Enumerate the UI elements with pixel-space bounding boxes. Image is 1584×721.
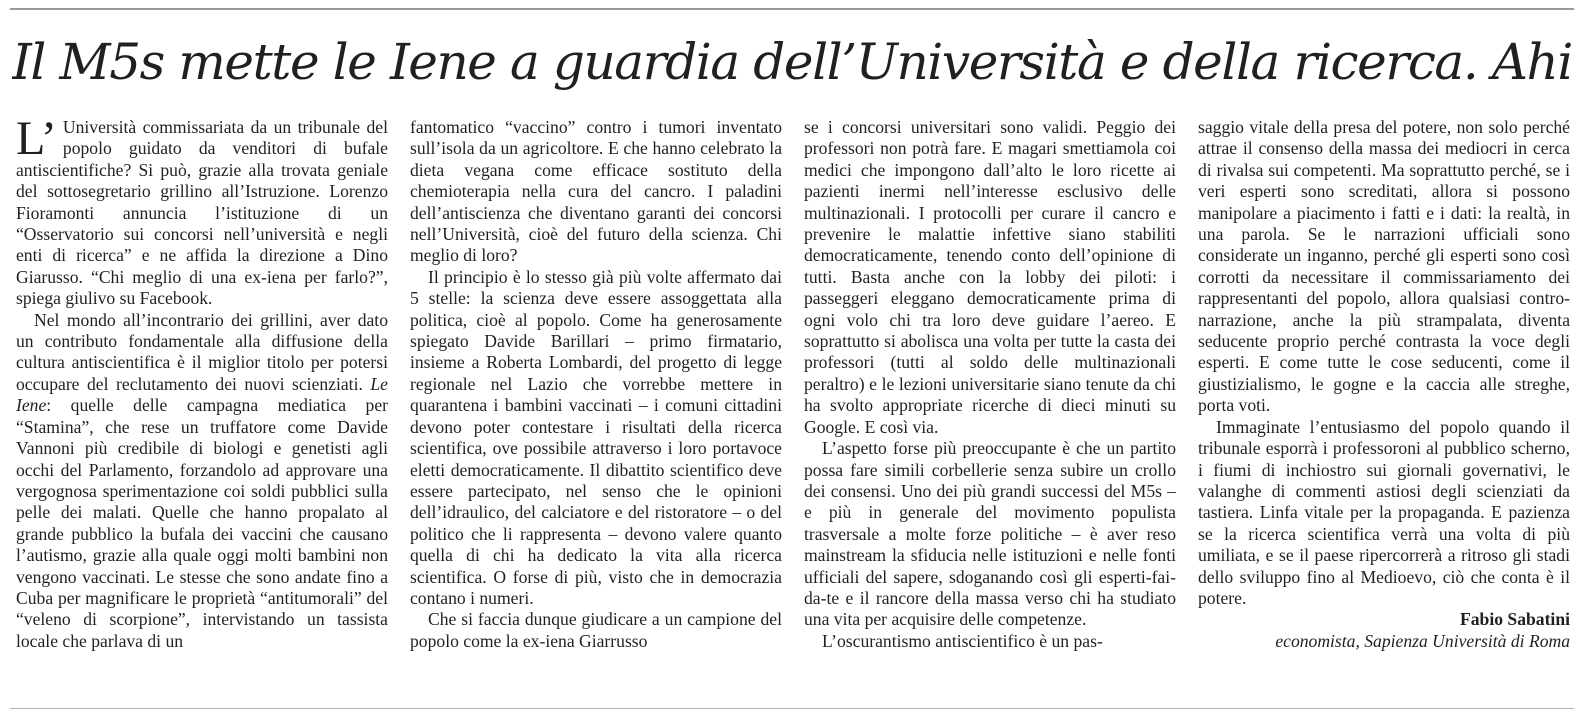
paragraph: Il principio è lo stesso già più volte affermato dai 5 stelle: la scienza deve essere assoggettata alla politica, cioè al popolo. Come ha generosamente spiegato Davide Barillari – primo firmatario, insieme a Roberta Lombardi, del progetto di legge regionale nel Lazio che vorrebbe mettere in quarantena i bambini vaccinati – i comuni cittadini devono poter contestare i risultati della ricerca scientifica, ove possibile attraverso i loro portavoce eletti democraticamente. Il dibattito scientifico deve essere partecipato, nel senso che le opinioni dell’idraulico, del calciatore e del ristoratore – o del politico che li rappresenta – devono valere quanto quella di chi ha dedicato la vita alla ricerca scientifica. O forse di più, visto che in democrazia contano i numeri.	[410, 266, 782, 608]
paragraph	[16, 310, 388, 653]
paragraph-text: Nel mondo all’incontrario dei grillini, aver dato un contributo fondamentale alla diffusione della cultura antiscientifica è il miglior titolo per potersi occupare del reclutamento dei nuovi scienziati.	[16, 309, 388, 394]
article-column-2	[410, 117, 782, 697]
paragraph: se i concorsi universitari sono validi. Peggio dei professori non potrà fare. E magari smettiamola coi medici che impongono dall’alto le loro ricette ai pazienti inermi nell’interesse esclusivo delle multinazionali. I protocolli per curare il cancro e prevenire le malattie infettive siano stabiliti democraticamente, tenendo conto dell’opinione di tutti. Basta anche con la lobby dei piloti: i passeggeri eleggano democraticamente prima di ogni volo chi tra loro deve guidare l’aereo. E soprattutto si abolisca una volta per tutte la casta dei professori (tutti al soldo delle multinazionali peraltro) e le lezioni universitarie siano tenute da chi ha svolto appropriate ricerche di dieci minuti su Google. E così via.	[804, 117, 1176, 437]
paragraph: L’aspetto forse più preoccupante è che un partito possa fare simili corbellerie senza subire un crollo dei consensi. Uno dei più grandi successi del M5s – e più in generale del movimento populista trasversale a molte forze politiche – è aver reso mainstream la sfiducia nelle istituzioni e nelle fonti ufficiali del sapere, sdoganando così gli esperti-fai-da-te e il rancore della massa verso chi ha studiato una vita per acquisire delle competenze.	[804, 438, 1176, 630]
article-column-4	[1198, 117, 1570, 697]
headline: Il M5s mette le Iene a guardia dell’Università e della ricerca. Ahi	[12, 33, 1572, 91]
bottom-rule	[10, 708, 1574, 709]
author-name: Fabio Sabatini	[1460, 609, 1570, 630]
paragraph: fantomatico “vaccino” contro i tumori inventato sull’isola da un agricoltore. E che hanno celebrato la dieta vegana come efficace sostituto della chemioterapia nella cura del cancro. I paladini dell’antiscienza che diventano garanti dei concorsi nell’Università, cioè del futuro della scienza. Chi meglio di loro?	[410, 117, 782, 266]
paragraph-text: Università commissariata da un tribunale del popolo guidato da venditori di bufale antiscientifiche? Si può, grazie alla trovata geniale del sottosegretario grillino all’Istruzione. Lorenzo Fioramonti annuncia l’istituzione di un “Osservatorio sui concorsi nell’università e negli enti di ricerca” e ne affida la direzione a Dino Giarusso. “Chi meglio di una ex-iena per farlo?”, spiega giulivo su Facebook.	[16, 117, 388, 309]
article-body	[16, 117, 1570, 697]
drop-cap: L’	[16, 117, 57, 165]
paragraph-text: : quelle delle campagna mediatica per “Stamina”, che rese un truffatore come Davide Vannoni più credibile di biologi e genetisti agli occhi del Parlamento, forzandolo ad approvare una vergognosa sperimentazione coi soldi pubblici sulla pelle dei malati. Quelle che hanno propalato al grande pubblico la bufala dei vaccini che causano l’autismo, grazie alla quale oggi molti bambini non vengono vaccinati. Le stesse che sono andate fino a Cuba per magnificare le proprietà “antitumorali” del “veleno di scorpione”, intervistando un tassista locale che parlava di un	[16, 395, 388, 651]
article-column-1	[16, 117, 388, 697]
author-affiliation: economista, Sapienza Università di Roma	[1275, 630, 1570, 651]
paragraph	[16, 117, 388, 310]
program-title: Le Iene	[16, 373, 388, 416]
paragraph: Che si faccia dunque giudicare a un campione del popolo come la ex-iena Giarrusso	[410, 609, 782, 651]
paragraph: Immaginate l’entusiasmo del popolo quando il tribunale esporrà i professoroni al pubblico scherno, i fiumi di inchiostro sui giornali governativi, le valanghe di commenti astiosi degli scienziati da tastiera. Linfa vitale per la propaganda. E pazienza se la ricerca scientifica verrà una volta di più umiliata, e se il paese ripercorrerà a ritroso gli stadi dello sviluppo fino al Medioevo, ciò che conta è il potere.	[1198, 416, 1570, 608]
top-rule	[10, 8, 1574, 10]
article-column-3	[804, 117, 1176, 697]
paragraph: L’oscurantismo antiscientifico è un pas-	[822, 630, 1103, 651]
paragraph: saggio vitale della presa del potere, non solo perché attrae il consenso della massa dei mediocri in cerca di rivalsa sui competenti. Ma soprattutto perché, se i veri esperti sono screditati, allora si possono manipolare a piacimento i fatti e i dati: la realtà, in una parola. Se le narrazioni ufficiali sono considerate un inganno, perché gli esperti sono così corrotti da necessitare il commissariamento dei rappresentanti del popolo, allora qualsiasi contro-narrazione, anche la più strampalata, diventa seducente proprio perché contrasta la voce degli esperti. E come tutte le cose seducenti, come il giustizialismo, le gogne e la caccia alle streghe, porta voti.	[1198, 117, 1570, 416]
